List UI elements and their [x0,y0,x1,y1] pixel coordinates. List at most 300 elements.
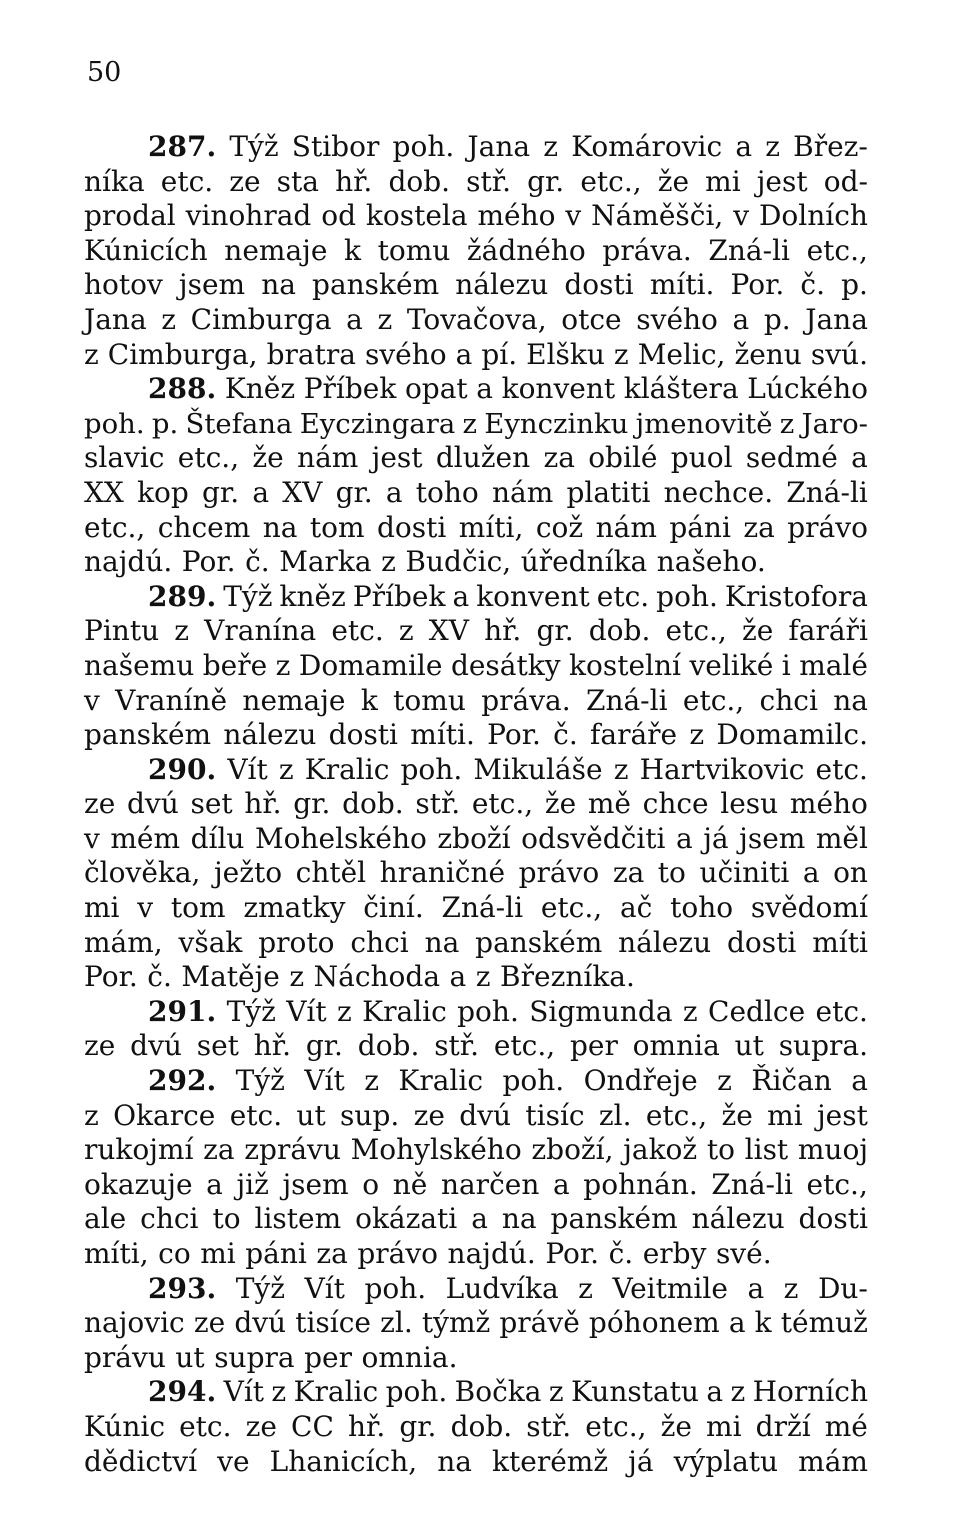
word: že [252,441,284,475]
text-line [84,1375,868,1410]
word: z [689,718,705,752]
word: k [344,233,361,267]
word: Du- [817,1271,868,1305]
word: z [337,994,352,1028]
word: našemu [84,648,195,682]
word: tisíc [525,1098,585,1132]
word: sedmé [745,441,838,475]
word: Jana [805,302,868,336]
word: Kralic [362,994,447,1028]
word: Stibor [291,130,380,163]
word: ač [619,891,653,925]
word: ale [84,1202,127,1236]
word: a [452,579,470,613]
word: najovic [84,1306,185,1340]
word: nám [595,510,657,544]
word: Štefana [185,407,293,440]
word: Mohelského [254,821,427,855]
word: Horních [752,1375,868,1409]
word: č. [608,1237,634,1270]
word: prodal [84,199,176,233]
word: chci [350,925,409,959]
text-line [84,1133,868,1168]
word: zboží [437,821,511,855]
word: etc., [471,787,534,821]
word: Pintu [84,614,160,648]
word: dob. [357,1029,420,1063]
word: mi [84,891,120,925]
word: Elšku [526,337,605,371]
word: Jana [467,130,531,163]
word: mě [587,787,631,821]
word: ut [175,1340,205,1374]
word: etc., [493,1029,556,1063]
word: z [475,960,491,994]
word: že [544,787,577,821]
word: XV [428,614,469,648]
word: hř. [484,614,522,648]
word: kostela [365,199,468,233]
word: dvú [234,1306,287,1340]
word: kop [137,475,189,509]
word: ve [217,1444,250,1478]
word: sup. [340,1098,400,1132]
word: právo [787,510,868,544]
word: z [543,130,559,163]
word: nálezu [223,718,317,752]
word: ze [229,164,261,198]
word: erby [642,1237,707,1270]
word: Zná-li [708,233,790,267]
word: ze [84,787,116,821]
word: XV [282,475,323,509]
word: a [728,1306,746,1340]
word: míti. [410,718,475,752]
entry-number: 290. [148,752,217,786]
word: na [501,1202,537,1236]
word: poh. [457,994,519,1028]
word: k [754,1306,772,1340]
word: Týž [229,130,279,163]
word: Kralic [398,1064,483,1098]
word: dlužen [435,441,531,475]
word: muoj [797,1133,868,1167]
word: otce [561,302,622,336]
word: nám [297,441,359,475]
word: co [158,1237,191,1270]
word: za [743,510,775,544]
word: právu [84,1340,166,1374]
word: a [851,1064,868,1098]
text-line [84,995,868,1030]
word: toho [415,475,479,509]
word: stř. [415,787,461,821]
word: mi [705,164,741,198]
word: z [613,337,629,371]
word: etc. [179,1409,232,1443]
entry-number: 288. [148,372,217,406]
word: per [304,1340,352,1374]
word: pí. [481,337,518,371]
word: odsvědčiti [521,821,666,855]
word: úředníka [520,545,648,579]
word: list [744,1133,789,1167]
word: a [735,130,753,163]
word: CC [291,1409,334,1443]
word: zprávu [244,1133,341,1167]
word: drží [755,1409,811,1443]
word: faráři [788,614,868,648]
word: etc., [682,683,745,717]
word: to [706,1133,735,1167]
entry-number: 294. [148,1375,217,1409]
word: stř. [434,1029,480,1063]
word: to [212,1202,241,1236]
word: Ondřeje [583,1064,698,1098]
word: desátky [450,648,561,682]
word: Kralic [293,1375,379,1409]
word: supra [214,1340,295,1374]
word: mé [824,1409,868,1443]
word: č. [245,545,270,579]
word: panském [312,268,440,302]
word: z [682,994,698,1028]
word: etc., [806,233,868,267]
word: puol [670,441,733,475]
word: etc., [585,1409,647,1443]
word: dílu [190,821,245,855]
word: rukojmí [84,1133,194,1167]
word: dosti [377,510,447,544]
text-line [84,1306,868,1341]
word: jest [756,164,808,198]
word: konvent [501,372,616,406]
word: poh. [502,1064,565,1098]
word: jsem [178,268,246,302]
word: na [424,925,460,959]
text-line [84,1410,868,1445]
text-line [84,891,868,926]
text-line [84,545,868,580]
text-line [84,1202,868,1237]
word: z [275,648,291,682]
word: ze [193,1306,226,1340]
word: zboží, [531,1133,614,1167]
word: svědomí [750,891,868,925]
word: č. [147,960,172,994]
word: slavic [84,441,165,475]
word: Kralic [304,752,390,786]
word: najdú. [84,545,173,579]
word: Matěje [181,960,280,994]
text-line [84,614,868,649]
word: a [252,475,270,509]
word: od [321,199,357,233]
word: což [535,510,584,544]
word: že [741,614,774,648]
word: Okarce [113,1098,216,1132]
word: práva. [602,233,692,267]
word: mi [200,1237,236,1270]
word: žádného [466,233,586,267]
word: mi [706,1409,742,1443]
word: nám [491,475,554,509]
text-line [84,407,868,442]
word: nálezu [455,268,549,302]
word: on [833,856,868,890]
word: Por. [487,718,541,752]
word: okazuje [84,1167,193,1201]
word: platiti [566,475,651,509]
word: stř. [466,164,511,198]
word: ježto [213,856,283,890]
word: Ludvíka [445,1271,559,1305]
word: z [278,752,294,786]
word: p. [151,407,179,440]
word: z [377,302,393,336]
word: v [137,891,154,925]
word: etc., [665,614,727,648]
word: z [84,1098,99,1132]
word: omnia [632,1029,720,1063]
word: z [174,614,190,648]
word: z [462,407,478,440]
word: najdú. [447,1237,536,1270]
word: Por. [545,1237,600,1270]
word: a [346,302,363,336]
word: etc., [84,510,146,544]
word: gr. [527,164,565,198]
word: v [84,683,100,717]
word: hotov [84,268,163,302]
word: Kúnicích [84,233,208,267]
word: mám, [84,925,163,959]
text-line [84,234,868,269]
word: za [612,856,645,890]
word: poh. [656,579,718,613]
word: Příbek [303,372,397,406]
word: Eynczinku [484,407,629,440]
word: Jaro- [801,407,868,440]
word: a [802,856,820,890]
word: jest [817,1098,868,1132]
word: měl [815,821,868,855]
word: z [84,337,99,371]
word: poh. [385,1375,448,1409]
word: týmž [421,1306,491,1340]
word: Budčic, [405,545,512,579]
word: o [362,1167,380,1201]
word: své. [715,1237,772,1270]
word: Vít [227,752,268,786]
text-line [84,199,868,234]
word: Por. [84,960,138,994]
word: poh. [392,130,455,163]
text-line [84,960,868,995]
word: právo [518,856,600,890]
word: za [316,1237,348,1270]
word: Sigmunda [529,994,673,1028]
word: etc. [815,994,868,1028]
word: panském [475,925,603,959]
word: dosti [328,718,399,752]
word: Kúnic [84,1409,166,1443]
word: z [364,1064,379,1098]
word: etc., [580,164,642,198]
word: v [84,821,100,855]
word: míti, [84,1237,149,1270]
word: Vraníně [115,683,228,717]
word: dosti [727,925,797,959]
word: gr. [305,1029,343,1063]
word: toho [670,891,734,925]
word: panském [84,718,212,752]
word: práva. [481,683,571,717]
word: k [360,683,378,717]
text-line [84,1029,868,1064]
word: Zná-li [441,891,524,925]
word: p. [763,302,791,336]
word: dob. [450,1409,513,1443]
word: Břez- [793,130,868,163]
word: Zná-li [786,475,868,509]
word: to [657,856,686,890]
word: míti, [458,510,524,544]
word: etc., [806,1167,868,1201]
word: za [203,1133,235,1167]
word: panském [550,1202,678,1236]
word: a [552,1167,570,1201]
word: Vít [223,1375,265,1409]
word: faráře [590,718,678,752]
word: Týž [235,1064,285,1098]
word: proto [258,925,335,959]
word: narčen [440,1167,540,1201]
word: dvú [130,1029,182,1063]
word: mém [110,821,181,855]
word: já [703,821,729,855]
word: za [543,441,575,475]
word: a [732,302,750,336]
word: stř. [526,1409,572,1443]
word: Dolních [758,199,868,233]
entry-number: 287. [148,130,217,163]
word: našeho. [656,545,766,579]
word: zl. [598,1098,632,1132]
text-line [84,856,868,891]
word: ně [392,1167,428,1201]
text-line [84,1341,868,1376]
entry-number: 291. [148,994,217,1028]
word: Jana [84,302,147,336]
word: z [398,614,414,648]
word: hř. [244,787,282,821]
word: Vít [286,994,327,1028]
text-line [84,165,868,200]
word: činí. [363,891,424,925]
word: Řičan [751,1064,832,1098]
word: i [781,648,791,682]
word: Vít [304,1064,345,1098]
text-line [84,753,868,788]
word: hraničné [379,856,506,890]
word: Cedlce [708,994,806,1028]
word: Tovačova, [406,302,547,336]
word: mi [767,1098,803,1132]
text-line [84,130,868,165]
text-line [84,338,868,373]
word: a [449,960,467,994]
word: jest [371,441,423,475]
word: ženu [734,337,802,371]
word: tom [170,891,226,925]
word: chtěl [295,856,367,890]
word: kláštera [623,372,739,406]
word: dob. [388,164,451,198]
word: dob. [588,614,651,648]
word: Por. [181,545,236,579]
document-body [84,130,868,1479]
word: z [161,302,177,336]
word: Náměšči, [591,199,724,233]
word: Kněz [224,372,296,406]
word: níka [84,164,145,198]
word: XX [84,475,124,509]
word: hř. [347,1409,386,1443]
word: Březníka. [500,960,635,994]
word: a [706,1375,724,1409]
text-line [84,684,868,719]
word: mám [798,1444,868,1478]
word: v [565,199,582,233]
word: pohnán. [583,1167,698,1201]
word: Mohylského [350,1133,522,1167]
word: výplatu [673,1444,779,1478]
word: učiniti [699,856,790,890]
word: Por. [730,268,785,302]
word: nemaje [242,683,346,717]
entry-number: 293. [148,1271,217,1305]
word: Domamile [298,648,443,682]
word: supra. [778,1029,868,1063]
word: dosti [798,1202,868,1236]
word: že [660,1409,692,1443]
word: Kristofora [724,579,868,613]
word: zl. [380,1306,413,1340]
text-line [84,822,868,857]
word: č. [800,268,825,302]
text-line [84,1237,868,1272]
word: tomu [393,683,466,717]
word: Vranína [204,614,317,648]
word: chcem [157,510,251,544]
word: ut [734,1029,764,1063]
word: z [765,130,780,163]
word: etc., [645,1098,708,1132]
text-line [84,1168,868,1203]
word: Komárovic [571,130,723,163]
word: z [730,1375,746,1409]
word: na [262,510,298,544]
text-line [84,649,868,684]
word: Náchoda [313,960,441,994]
word: dosti [564,268,634,302]
word: dvú [127,787,179,821]
word: z [271,1375,287,1409]
word: gr. [335,475,373,509]
word: Veitmile [612,1271,728,1305]
word: v [733,199,750,233]
